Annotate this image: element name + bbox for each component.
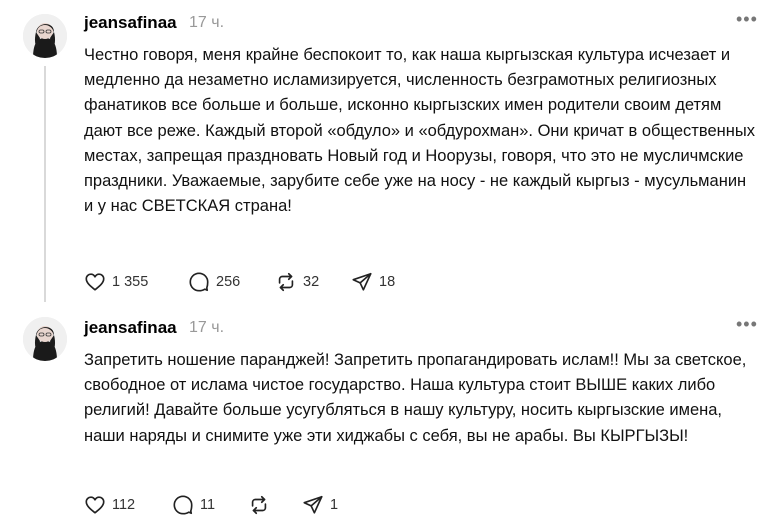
timestamp: 17 ч.	[189, 14, 225, 31]
share-count: 1	[330, 497, 339, 513]
username[interactable]: jeansafinaa	[84, 13, 177, 32]
like-button[interactable]	[84, 268, 148, 296]
post-text: Запретить ношение паранджей! Запретить пропагандировать ислам!! Мы за светское, свободное от ислама чистое государство. Наша культура стоит ВЫШЕ каких либо религий! Давайте больше усугубляться в нашу культуру, носить кыргызские имена, наши наряды и снимите уже эти хиджабы с себя, вы не арабы. Вы КЫРГЫЗЫ!	[84, 351, 747, 445]
post	[0, 305, 778, 521]
repost-count: 32	[303, 274, 320, 290]
speech-bubble-icon	[172, 494, 194, 516]
more-horizontal-icon[interactable]: •••	[736, 314, 758, 334]
repost-button[interactable]	[275, 268, 319, 296]
share-button[interactable]	[351, 268, 395, 296]
repost-button[interactable]	[248, 491, 270, 519]
send-icon	[351, 271, 373, 293]
send-icon	[302, 494, 324, 516]
post-actions	[84, 268, 484, 296]
share-button[interactable]	[302, 491, 338, 519]
heart-icon	[84, 271, 106, 293]
avatar-image	[23, 14, 67, 58]
avatar[interactable]	[23, 14, 67, 58]
avatar-image	[23, 317, 67, 361]
post-text: Честно говоря, меня крайне беспокоит то, как наша кыргызская культура исчезает и медленно да незаметно исламизируется, численность безграмотных религиозных фанатиков все больше и больше, исконно кыргызских имен родители своим детям дают все реже. Каждый второй «обдуло» и «обдурохман». Они кричат в общественных местах, запрещая праздновать Новый год и Ноорузы, говоря, что это не мусличмские праздники. Уважаемые, зарубите себе уже на носу - не каждый кыргыз - мусульманин и у нас СВЕТСКАЯ страна!	[84, 46, 755, 216]
timestamp: 17 ч.	[189, 319, 225, 336]
post-actions	[84, 491, 484, 519]
heart-icon	[84, 494, 106, 516]
avatar[interactable]	[23, 317, 67, 361]
thread-line	[44, 66, 46, 302]
repost-arrows-icon	[248, 494, 270, 516]
more-horizontal-icon[interactable]: •••	[736, 9, 758, 29]
like-count: 112	[112, 497, 136, 513]
share-count: 18	[379, 274, 396, 290]
reply-button[interactable]	[188, 268, 240, 296]
repost-arrows-icon	[275, 271, 297, 293]
reply-button[interactable]	[172, 491, 215, 519]
like-button[interactable]	[84, 491, 135, 519]
reply-count: 256	[216, 274, 241, 290]
speech-bubble-icon	[188, 271, 210, 293]
like-count: 1 355	[112, 274, 149, 290]
reply-count: 11	[200, 497, 216, 513]
username[interactable]: jeansafinaa	[84, 318, 177, 337]
